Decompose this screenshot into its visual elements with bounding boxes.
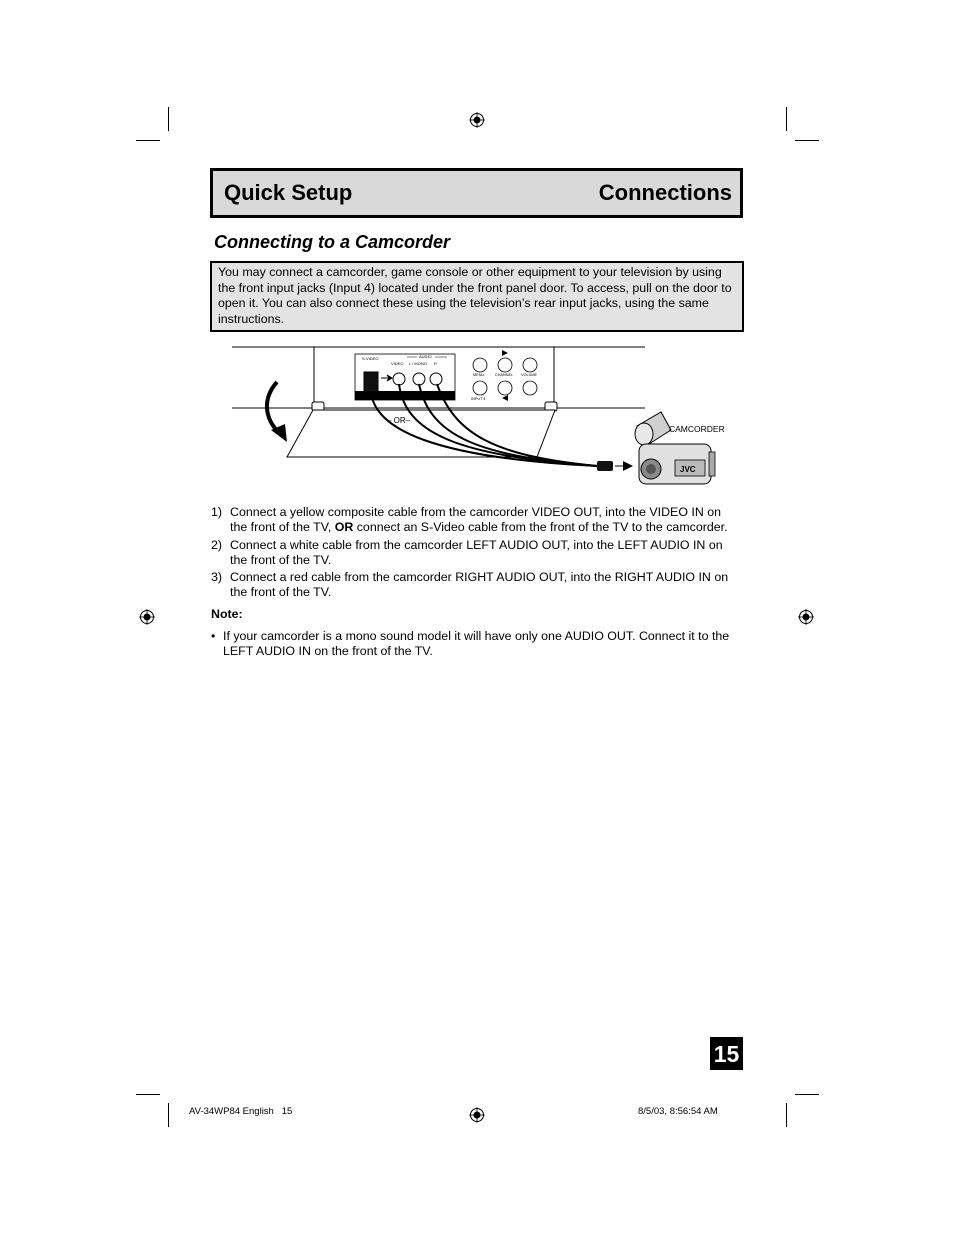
note-bullet: [211, 629, 753, 659]
registration-mark-icon: [139, 609, 155, 625]
steps-list: [211, 505, 741, 603]
bullet-icon: •: [211, 629, 216, 643]
header-connections: Connections: [598, 180, 732, 205]
label-volume: VOLUME: [521, 373, 538, 377]
label-menu: MENU: [473, 373, 485, 377]
intro-box: You may connect a camcorder, game console or other equipment to your television by using the front input jacks (Input 4) located under the front panel door. To access, pull on the door to open it. You can also connect these using the television’s rear input jacks, using the same instructions.: [210, 261, 744, 332]
label-input4: INPUT 4: [471, 397, 486, 401]
crop-mark: [136, 1094, 160, 1095]
label-brand: JVC: [680, 465, 696, 474]
registration-mark-icon: [469, 1107, 485, 1123]
step-item: [211, 505, 741, 535]
step-number: 2): [211, 537, 223, 552]
registration-mark-icon: [798, 609, 814, 625]
section-title: Connecting to a Camcorder: [214, 232, 451, 252]
step-number: 3): [211, 570, 223, 584]
step-text: connect an S-Video cable from the front of the TV to the camcorder.: [353, 520, 728, 534]
footer-right: 8/5/03, 8:56:54 AM: [638, 1106, 718, 1117]
step-text: Connect a yellow composite cable from the camcorder VIDEO OUT, into the VIDEO IN on the front of the TV,: [230, 505, 722, 534]
label-r: R: [434, 361, 437, 366]
step-item: [211, 570, 741, 600]
step-item: [211, 538, 741, 568]
step-text: Connect a red cable from the camcorder RIGHT AUDIO OUT, into the RIGHT AUDIO IN on the front of the TV.: [230, 570, 729, 599]
registration-mark-icon: [469, 112, 485, 128]
crop-mark: [168, 1103, 169, 1127]
note-label: Note:: [211, 607, 243, 621]
crop-mark: [786, 107, 787, 131]
label-camcorder: CAMCORDER: [669, 424, 725, 434]
page-number: 15: [710, 1037, 743, 1070]
crop-mark: [795, 1094, 819, 1095]
step-bold-or: OR: [334, 520, 354, 534]
label-channel: CHANNEL: [495, 373, 514, 377]
crop-mark: [786, 1103, 787, 1127]
step-number: 1): [211, 505, 223, 519]
label-l-mono: L / MONO: [409, 361, 427, 366]
label-svideo: S-VIDEO: [362, 356, 379, 361]
label-video: VIDEO: [391, 361, 404, 366]
crop-mark: [136, 140, 160, 141]
header-quick-setup: Quick Setup: [224, 180, 353, 205]
note-text: If your camcorder is a mono sound model it will have only one AUDIO OUT. Connect it to the LEFT AUDIO IN on the front of the TV.: [223, 629, 730, 658]
footer-left: AV-34WP84 English 15: [189, 1106, 293, 1117]
header-bar: [210, 168, 743, 218]
label-or: – OR–: [387, 416, 411, 425]
connection-diagram: [225, 340, 745, 490]
crop-mark: [795, 140, 819, 141]
label-audio: AUDIO: [419, 354, 432, 359]
crop-mark: [168, 107, 169, 131]
step-text: Connect a white cable from the camcorder LEFT AUDIO OUT, into the LEFT AUDIO IN on the front of the TV.: [230, 537, 723, 567]
